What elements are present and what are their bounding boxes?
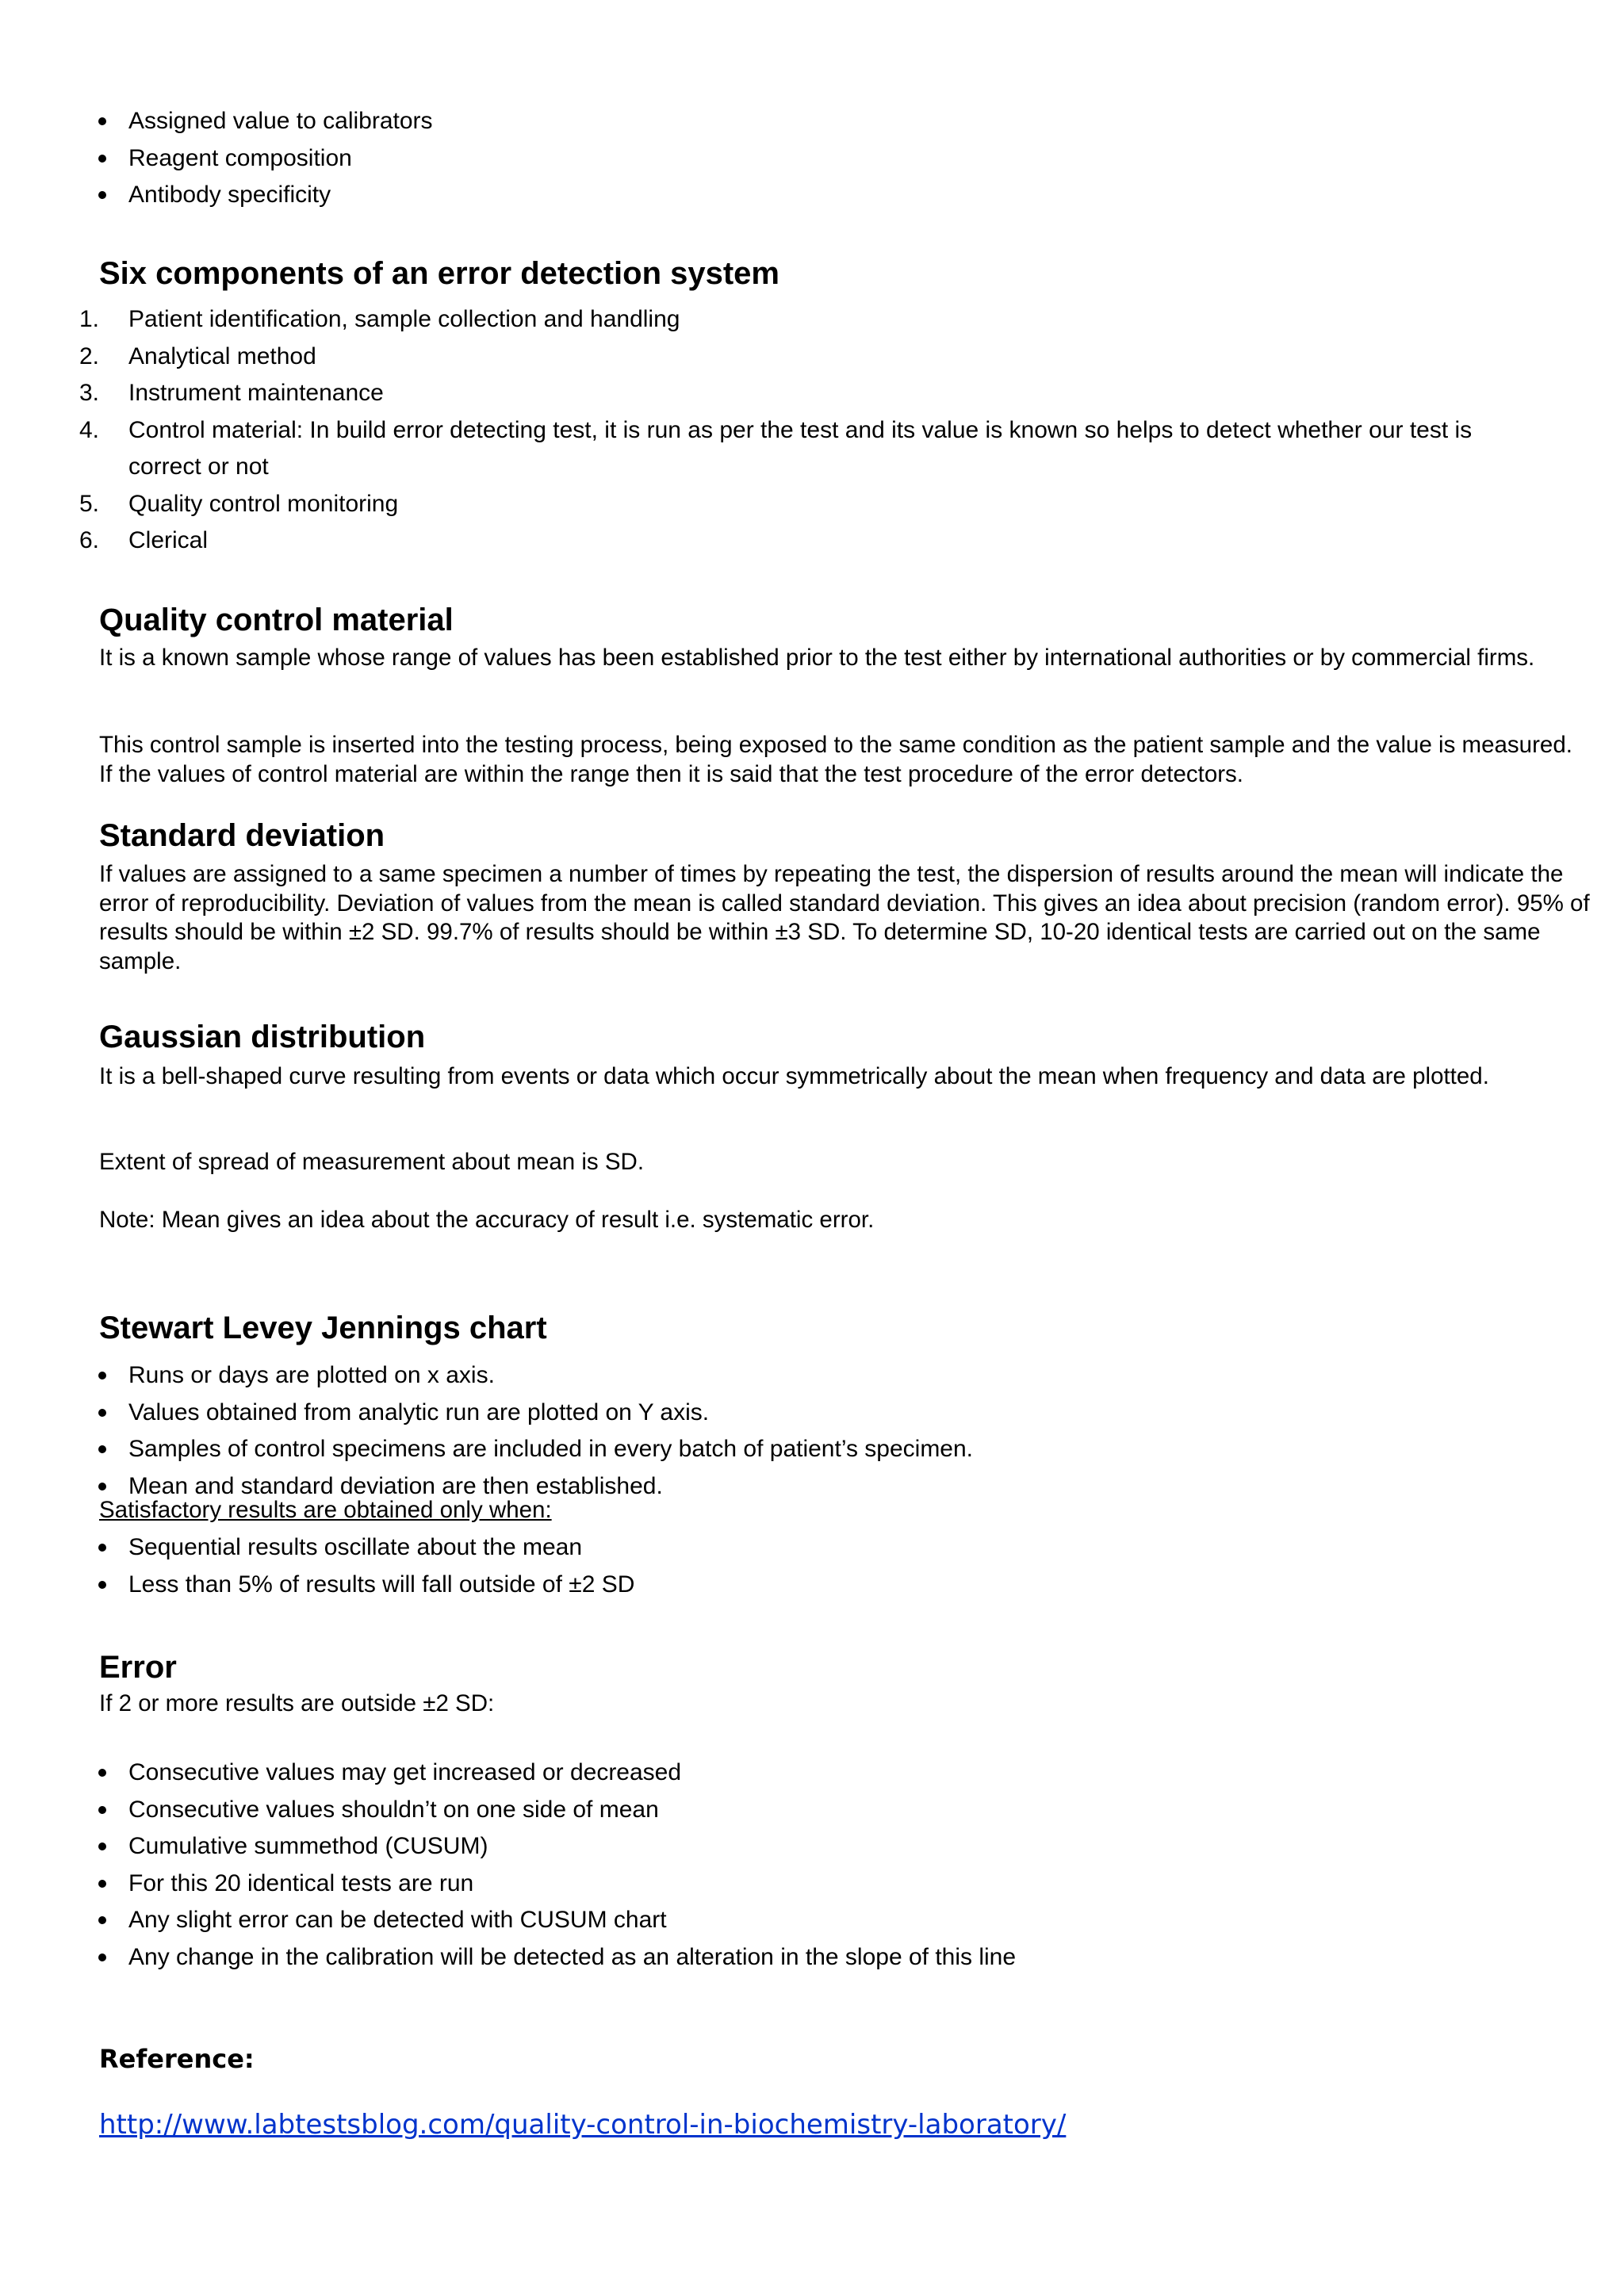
- gaussian-paragraph-3: Note: Mean gives an idea about the accuracy of result i.e. systematic error.: [99, 1207, 875, 1233]
- list-number: 2.: [79, 342, 100, 369]
- list-item: For this 20 identical tests are run: [128, 1866, 1016, 1903]
- list-number: 4.: [79, 416, 100, 443]
- bullet-icon: [98, 1372, 106, 1380]
- error-detection-numbered-list: [79, 301, 1548, 560]
- list-item: Reagent composition: [128, 140, 433, 178]
- list-item: 3. Instrument maintenance: [128, 375, 1548, 412]
- satisfactory-results-label: Satisfactory results are obtained only when:: [99, 1497, 552, 1523]
- bullet-icon: [98, 1769, 106, 1777]
- reference-link[interactable]: http://www.labtestsblog.com/quality-control-in-biochemistry-laboratory/: [99, 2109, 1067, 2141]
- levey-jennings-bullet-list: [128, 1357, 973, 1505]
- section-heading-standard-deviation: Standard deviation: [99, 818, 385, 853]
- list-item: 4. Control material: In build error detecting test, it is run as per the test and its value is known so helps to detect whether our test is correct or not: [128, 412, 1548, 486]
- list-item: Antibody specificity: [128, 177, 433, 214]
- standard-deviation-paragraph: If values are assigned to a same specimen a number of times by repeating the test, the dispersion of results around the mean will indicate the error of reproducibility. Deviation of values from the mean is called standard deviation. This gives an idea about precision (random error). 95% of results should be within ±2 SD. 99.7% of results should be within ±3 SD. To determine SD, 10-20 identical tests are carried out on the same sample.: [99, 861, 1590, 974]
- bullet-icon: [98, 155, 106, 163]
- section-heading-levey-jennings: Stewart Levey Jennings chart: [99, 1311, 547, 1345]
- list-item: 2. Analytical method: [128, 339, 1548, 376]
- bullet-icon: [98, 1544, 106, 1552]
- list-item: Consecutive values may get increased or decreased: [128, 1755, 1016, 1792]
- list-item: Consecutive values shouldn’t on one side of mean: [128, 1792, 1016, 1829]
- list-item: Sequential results oscillate about the mean: [128, 1529, 634, 1567]
- list-item: Any change in the calibration will be detected as an alteration in the slope of this line: [128, 1939, 1016, 1976]
- list-number: 3.: [79, 380, 100, 406]
- list-item: 6. Clerical: [128, 522, 1548, 560]
- list-item: 1. Patient identification, sample collection and handling: [128, 301, 1548, 339]
- list-item: Samples of control specimens are included in every batch of patient’s specimen.: [128, 1431, 973, 1468]
- list-item: Values obtained from analytic run are plotted on Y axis.: [128, 1395, 973, 1432]
- gaussian-paragraph-1: It is a bell-shaped curve resulting from events or data which occur symmetrically about the mean when frequency and data are plotted.: [99, 1063, 1489, 1089]
- bullet-icon: [98, 117, 106, 125]
- bullet-icon: [98, 1581, 106, 1589]
- qc-material-paragraph-1: It is a known sample whose range of values has been established prior to the test either by international authorities or by commercial firms.: [99, 645, 1535, 671]
- section-heading-error: Error: [99, 1650, 177, 1685]
- list-item: Assigned value to calibrators: [128, 103, 433, 140]
- list-item: Mean and standard deviation are then established.: [128, 1468, 973, 1506]
- bullet-icon: [98, 1916, 106, 1924]
- bullet-icon: [98, 1843, 106, 1850]
- list-item: 5. Quality control monitoring: [128, 486, 1548, 523]
- bullet-icon: [98, 1445, 106, 1453]
- bullet-icon: [98, 1483, 106, 1490]
- bullet-icon: [98, 1880, 106, 1888]
- bullet-icon: [98, 1806, 106, 1814]
- bullet-icon: [98, 191, 106, 199]
- bullet-icon: [98, 1409, 106, 1417]
- list-number: 5.: [79, 490, 100, 517]
- list-number: 6.: [79, 527, 100, 553]
- section-heading-gaussian: Gaussian distribution: [99, 1020, 426, 1054]
- qc-material-paragraph-2: This control sample is inserted into the testing process, being exposed to the same condition as the patient sample and the value is measured. If the values of control material are within the range then it is said that the test procedure of the error detectors.: [99, 732, 1572, 787]
- list-item: Less than 5% of results will fall outside of ±2 SD: [128, 1567, 634, 1604]
- intro-bullet-list: [128, 103, 433, 214]
- list-number: 1.: [79, 306, 100, 332]
- section-heading-error-detection: Six components of an error detection system: [99, 256, 779, 291]
- section-heading-qc-material: Quality control material: [99, 603, 454, 637]
- gaussian-paragraph-2: Extent of spread of measurement about mean is SD.: [99, 1149, 645, 1175]
- list-item: Runs or days are plotted on x axis.: [128, 1357, 973, 1395]
- satisfactory-bullet-list: [128, 1529, 634, 1603]
- error-intro: If 2 or more results are outside ±2 SD:: [99, 1690, 495, 1716]
- reference-label: Reference:: [99, 2044, 255, 2074]
- list-item: Cumulative summethod (CUSUM): [128, 1828, 1016, 1866]
- error-bullet-list: [128, 1755, 1016, 1976]
- bullet-icon: [98, 1954, 106, 1961]
- list-item: Any slight error can be detected with CUSUM chart: [128, 1902, 1016, 1939]
